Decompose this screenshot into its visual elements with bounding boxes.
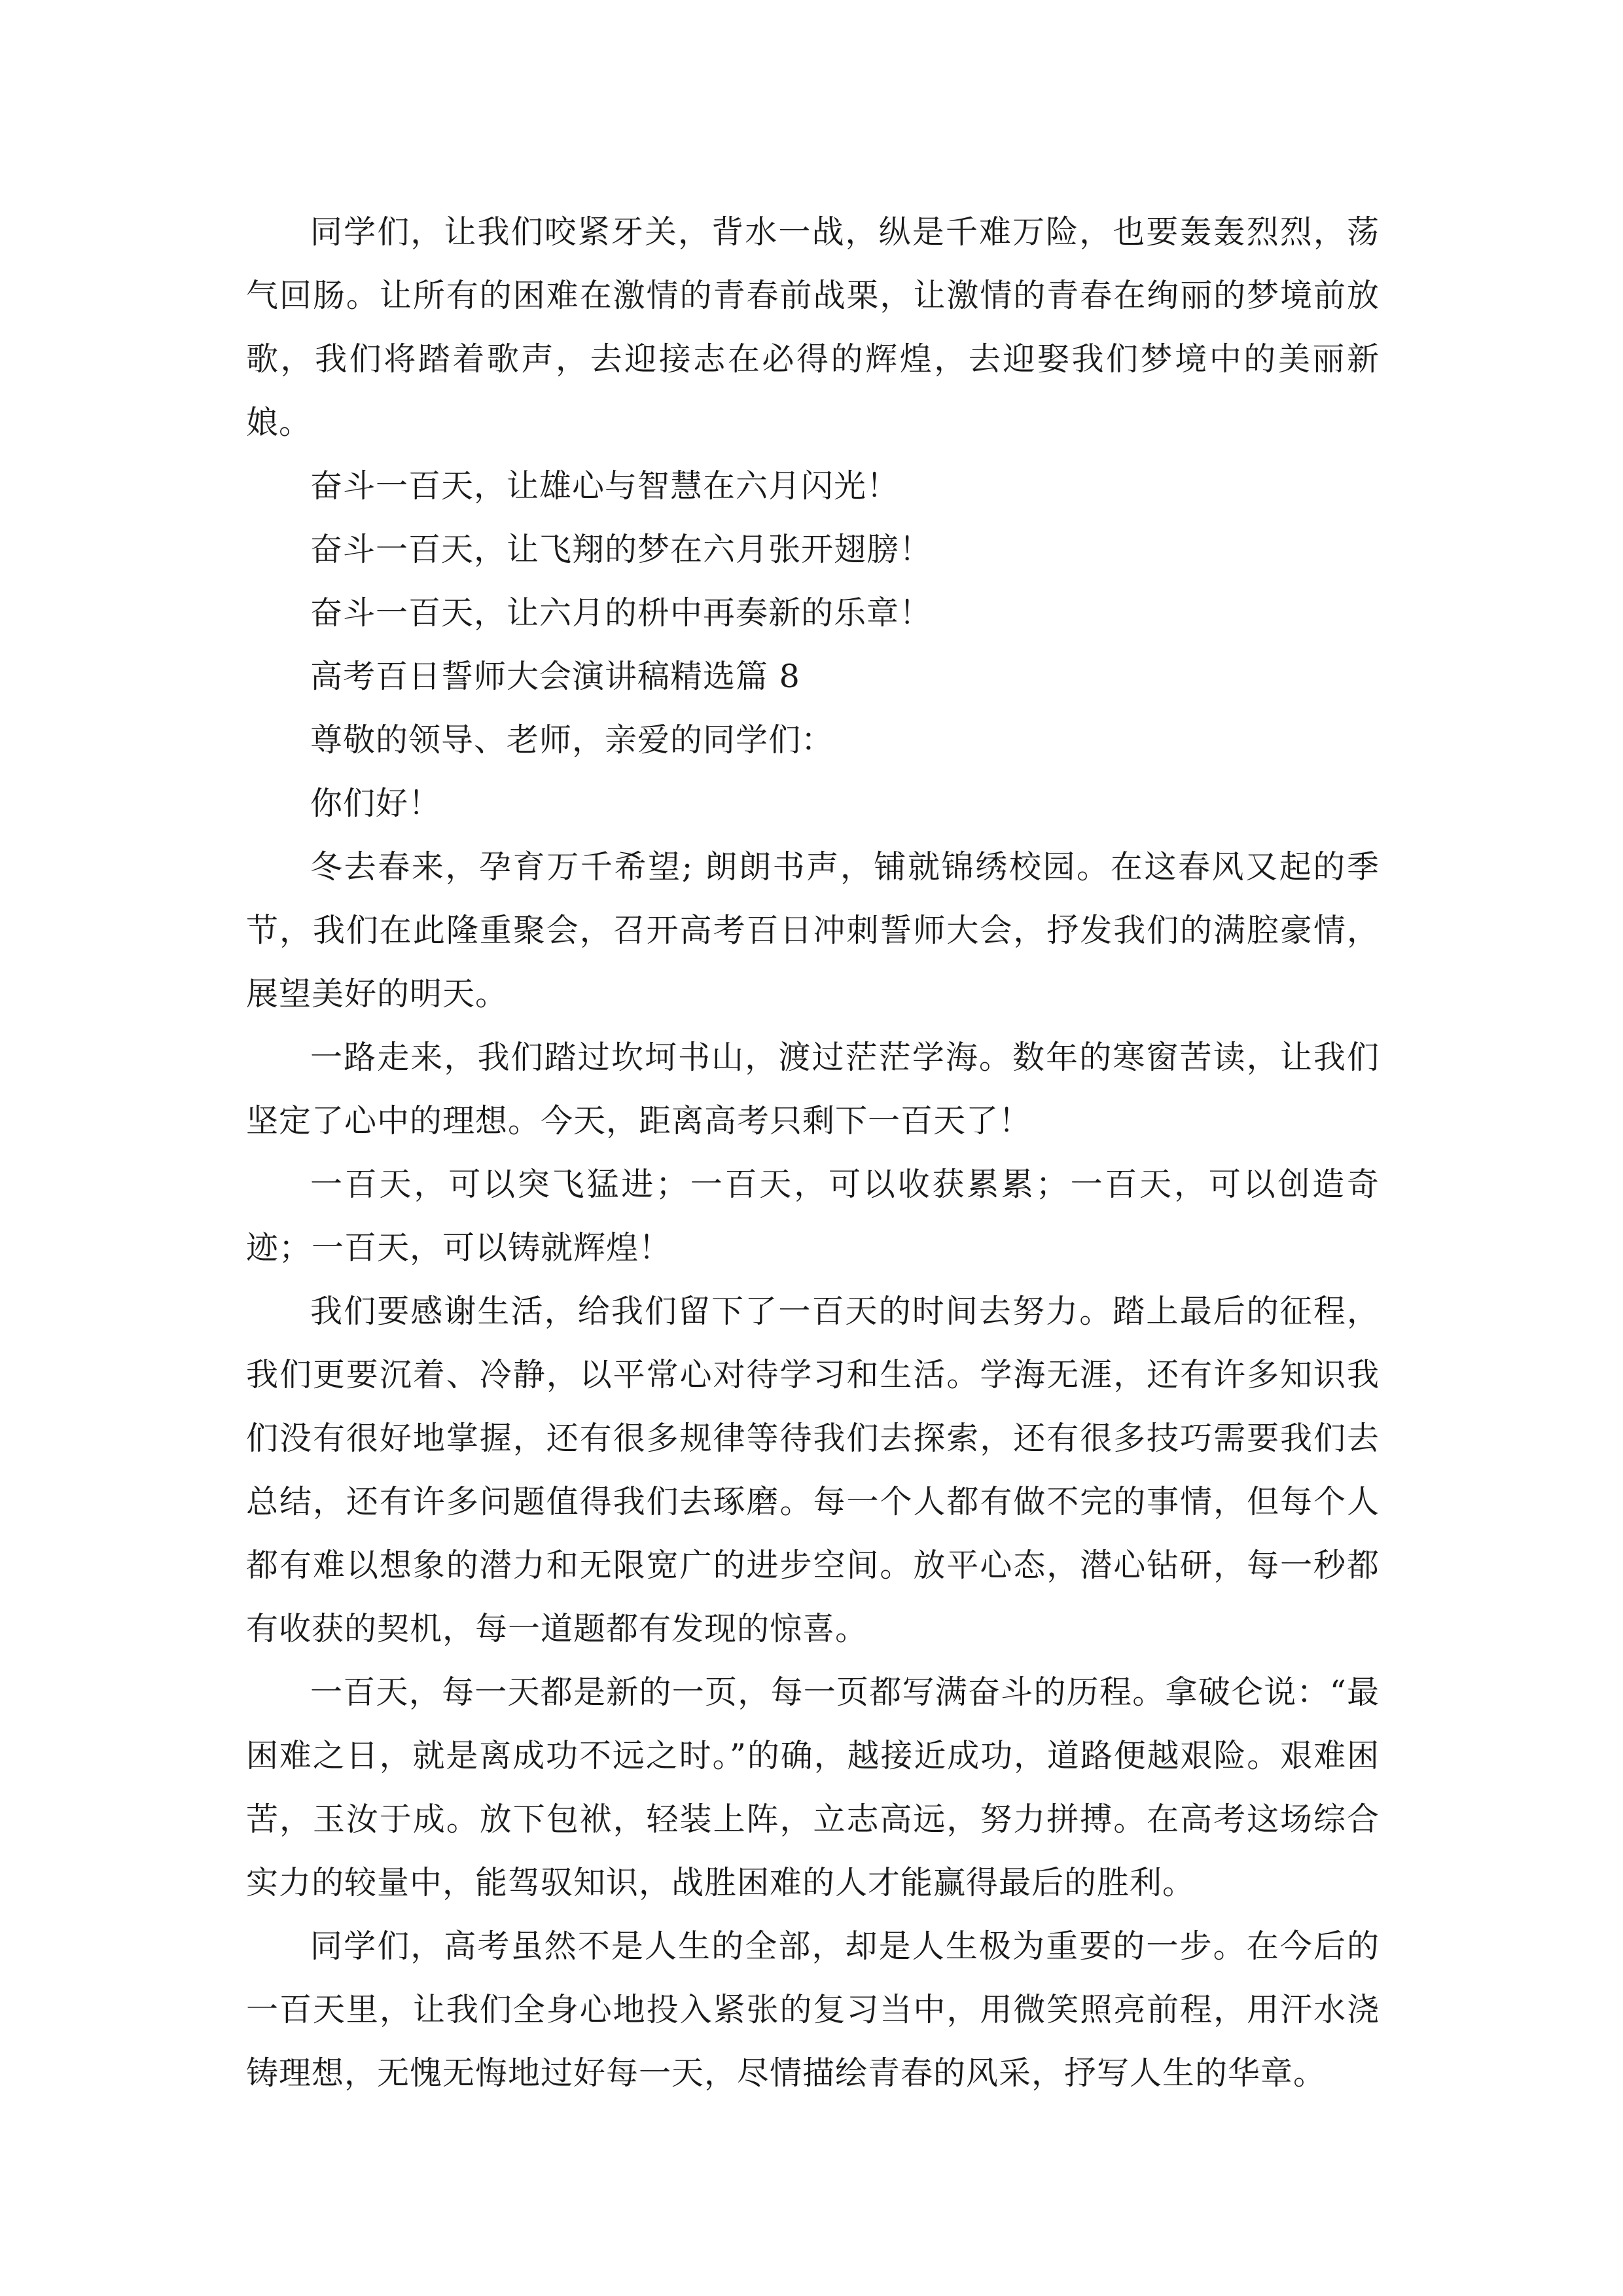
paragraph-slogan-1: 奋斗一百天，让雄心与智慧在六月闪光！ <box>310 467 900 505</box>
paragraph-slogan-2: 奋斗一百天，让飞翔的梦在六月张开翅膀！ <box>310 531 933 568</box>
paragraph-hundred-days: 一百天，可以突飞猛进；一百天，可以收获累累；一百天，可以创造奇迹；一百天，可以铸就辉煌！ <box>246 1166 1380 1266</box>
paragraph-intro: 冬去春来，孕育万千希望; 朗朗书声，铺就锦绣校园。在这春风又起的季节，我们在此隆重聚会，召开高考百日冲刺誓师大会，抒发我们的满腔豪情，展望美好的明天。 <box>246 848 1380 1013</box>
paragraph-slogan-3: 奋斗一百天，让六月的枡中再奏新的乐章！ <box>310 594 933 632</box>
paragraph-closing-exhortation: 同学们，让我们咬紧牙关，背水一战，纵是千难万险，也要轰轰烈烈，荡气回肠。让所有的困难在激情的青春前战栗，让激情的青春在绚丽的梦境前放歌，我们将踏着歌声，去迎接志在必得的辉煌，去迎娶我们梦境中的美丽新娘。 <box>246 213 1380 441</box>
paragraph-napoleon-quote: 一百天，每一天都是新的一页，每一页都写满奋斗的历程。拿破仑说：“最困难之日，就是离成功不远之时。”的确，越接近成功，道路便越艰险。艰难困苦，玉汝于成。放下包袱，轻装上阵，立志高远，努力拼搏。在高考这场综合实力的较量中，能驾驭知识，战胜困难的人才能赢得最后的胜利。 <box>246 1674 1380 1901</box>
paragraph-gratitude: 我们要感谢生活，给我们留下了一百天的时间去努力。踏上最后的征程，我们更要沉着、冷静，以平常心对待学习和生活。学海无涯，还有许多知识我们没有很好地掌握，还有很多规律等待我们去探索，还有很多技巧需要我们去总结，还有许多问题值得我们去琢磨。每一个人都有做不完的事情，但每个人都有难以想象的潜力和无限宽广的进步空间。放平心态，潜心钻研，每一秒都有收获的契机，每一道题都有发现的惊喜。 <box>246 1293 1380 1647</box>
salutation: 尊敬的领导、老师，亲爱的同学们： <box>310 721 834 759</box>
paragraph-conclusion: 同学们，高考虽然不是人生的全部，却是人生极为重要的一步。在今后的一百天里，让我们全身心地投入紧张的复习当中，用微笑照亮前程，用汗水浇铸理想，无愧无悔地过好每一天，尽情描绘青春的风采，抒写人生的华章。 <box>246 1928 1380 2092</box>
paragraph-journey: 一路走来，我们踏过坎坷书山，渡过茫茫学海。数年的寒窗苦读，让我们坚定了心中的理想。今天，距离高考只剩下一百天了！ <box>246 1039 1380 1139</box>
document-body <box>246 200 1380 2105</box>
section-heading: 高考百日誓师大会演讲稿精选篇 8 <box>310 658 800 695</box>
greeting: 你们好！ <box>310 785 442 822</box>
